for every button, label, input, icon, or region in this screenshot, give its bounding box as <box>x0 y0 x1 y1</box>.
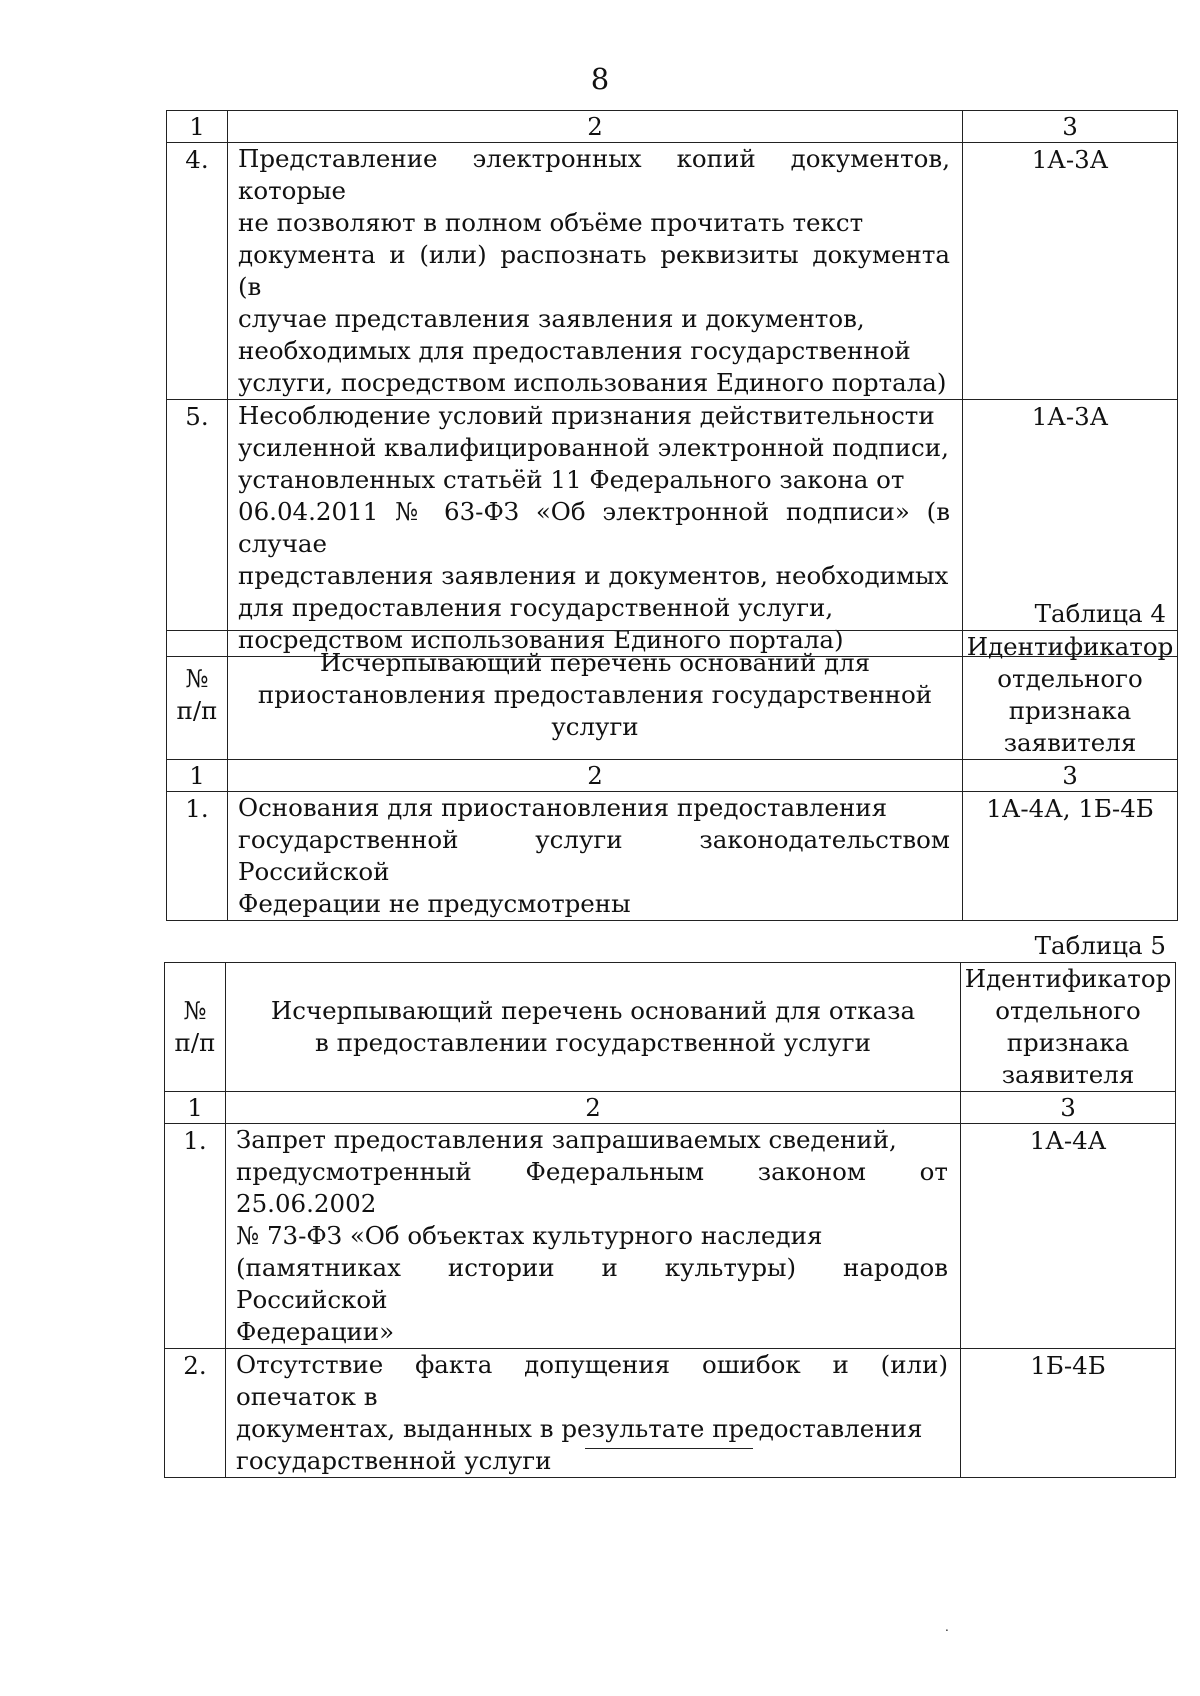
row-text <box>228 143 963 400</box>
table-5-caption: Таблица 5 <box>1034 931 1166 960</box>
header-line: Исчерпывающий перечень оснований для отказа <box>270 996 916 1025</box>
text-line: документах, выданных в результате предоставления <box>236 1414 923 1443</box>
row-number: 2. <box>165 1349 226 1478</box>
row-identifier: 1А-3А <box>963 143 1178 400</box>
row-identifier: 1Б-4Б <box>961 1349 1176 1478</box>
text-line: услуги, посредством использования Единого портала) <box>238 368 947 397</box>
table-row <box>165 1124 1176 1349</box>
table-index-row <box>167 760 1178 792</box>
table-4-caption: Таблица 4 <box>1034 599 1166 628</box>
header-line: Исчерпывающий перечень оснований для <box>319 648 871 677</box>
text-line: 06.04.2011 № 63-ФЗ «Об электронной подписи» (в случае <box>238 497 950 558</box>
row-text <box>226 1349 961 1478</box>
row-text <box>226 1124 961 1349</box>
text-line: установленных статьёй 11 Федерального закона от <box>238 465 905 494</box>
row-number: 1. <box>167 792 228 921</box>
row-identifier: 1А-4А <box>961 1124 1176 1349</box>
text-line: государственной услуги законодательством Российской <box>238 825 950 886</box>
table-index-row <box>167 111 1178 143</box>
col-index: 3 <box>963 111 1178 143</box>
text-line: Несоблюдение условий признания действительности <box>238 401 935 430</box>
row-number: 4. <box>167 143 228 400</box>
text-line: усиленной квалифицированной электронной подписи, <box>238 433 949 462</box>
header-line: в предоставлении государственной услуги <box>315 1028 871 1057</box>
text-line: для предоставления государственной услуги, <box>238 593 834 622</box>
text-line: Основания для приостановления предоставления <box>238 793 888 822</box>
row-text <box>228 400 963 657</box>
header-number <box>167 631 228 760</box>
text-line: Федерации не предусмотрены <box>238 889 631 918</box>
col-index: 1 <box>167 111 228 143</box>
page-number: 8 <box>590 62 610 96</box>
table-5 <box>164 962 1176 1478</box>
text-line: Отсутствие факта допущения ошибок и (или) опечаток в <box>236 1350 948 1411</box>
footer-mark: . <box>945 1620 949 1634</box>
header-line: Идентификатор <box>966 632 1174 661</box>
text-line: государственной услуги <box>236 1446 552 1475</box>
text-line: Федерации» <box>236 1317 395 1346</box>
table-row <box>165 1349 1176 1478</box>
col-index: 3 <box>961 1092 1176 1124</box>
header-line: № <box>185 664 209 693</box>
row-number: 5. <box>167 400 228 657</box>
header-line: № <box>183 996 207 1025</box>
text-line: не позволяют в полном объёме прочитать текст <box>238 208 864 237</box>
table-header-row <box>167 631 1178 760</box>
text-line: необходимых для предоставления государственной <box>238 336 911 365</box>
table-row <box>167 792 1178 921</box>
text-line: случае представления заявления и документов, <box>238 304 865 333</box>
col-index: 2 <box>226 1092 961 1124</box>
header-line: Идентификатор <box>964 964 1172 993</box>
col-index: 3 <box>963 760 1178 792</box>
header-line: п/п <box>176 696 218 725</box>
row-identifier: 1А-3А <box>963 400 1178 657</box>
table-row <box>167 143 1178 400</box>
text-line: посредством использования Единого портала) <box>238 625 844 654</box>
table-header-row <box>165 963 1176 1092</box>
header-line: признака <box>1008 696 1132 725</box>
table-continuation <box>166 110 1178 657</box>
text-line: Представление электронных копий документов, которые <box>238 144 950 205</box>
header-line: приостановления предоставления государственной <box>257 680 933 709</box>
header-number <box>165 963 226 1092</box>
text-line: Запрет предоставления запрашиваемых сведений, <box>236 1125 897 1154</box>
row-number: 1. <box>165 1124 226 1349</box>
header-title <box>226 963 961 1092</box>
header-line: отдельного <box>995 996 1141 1025</box>
col-index: 2 <box>228 111 963 143</box>
table-row <box>167 400 1178 657</box>
col-index: 2 <box>228 760 963 792</box>
text-line: представления заявления и документов, необходимых <box>238 561 949 590</box>
text-line: документа и (или) распознать реквизиты документа (в <box>238 240 950 301</box>
text-line: № 73-ФЗ «Об объектах культурного наследия <box>236 1221 823 1250</box>
header-line: заявителя <box>1003 728 1137 757</box>
header-line: услуги <box>551 712 639 741</box>
table-index-row <box>165 1092 1176 1124</box>
header-line: заявителя <box>1001 1060 1135 1089</box>
table-4 <box>166 630 1178 921</box>
text-line: (памятниках истории и культуры) народов Российской <box>236 1253 948 1314</box>
header-identifier <box>961 963 1176 1092</box>
header-title <box>228 631 963 760</box>
text-line: предусмотренный Федеральным законом от 25.06.2002 <box>236 1157 948 1218</box>
header-line: отдельного <box>997 664 1143 693</box>
col-index: 1 <box>167 760 228 792</box>
header-line: п/п <box>174 1028 216 1057</box>
header-identifier <box>963 631 1178 760</box>
row-text <box>228 792 963 921</box>
row-identifier: 1А-4А, 1Б-4Б <box>963 792 1178 921</box>
end-separator-line <box>585 1448 753 1449</box>
header-line: признака <box>1006 1028 1130 1057</box>
col-index: 1 <box>165 1092 226 1124</box>
